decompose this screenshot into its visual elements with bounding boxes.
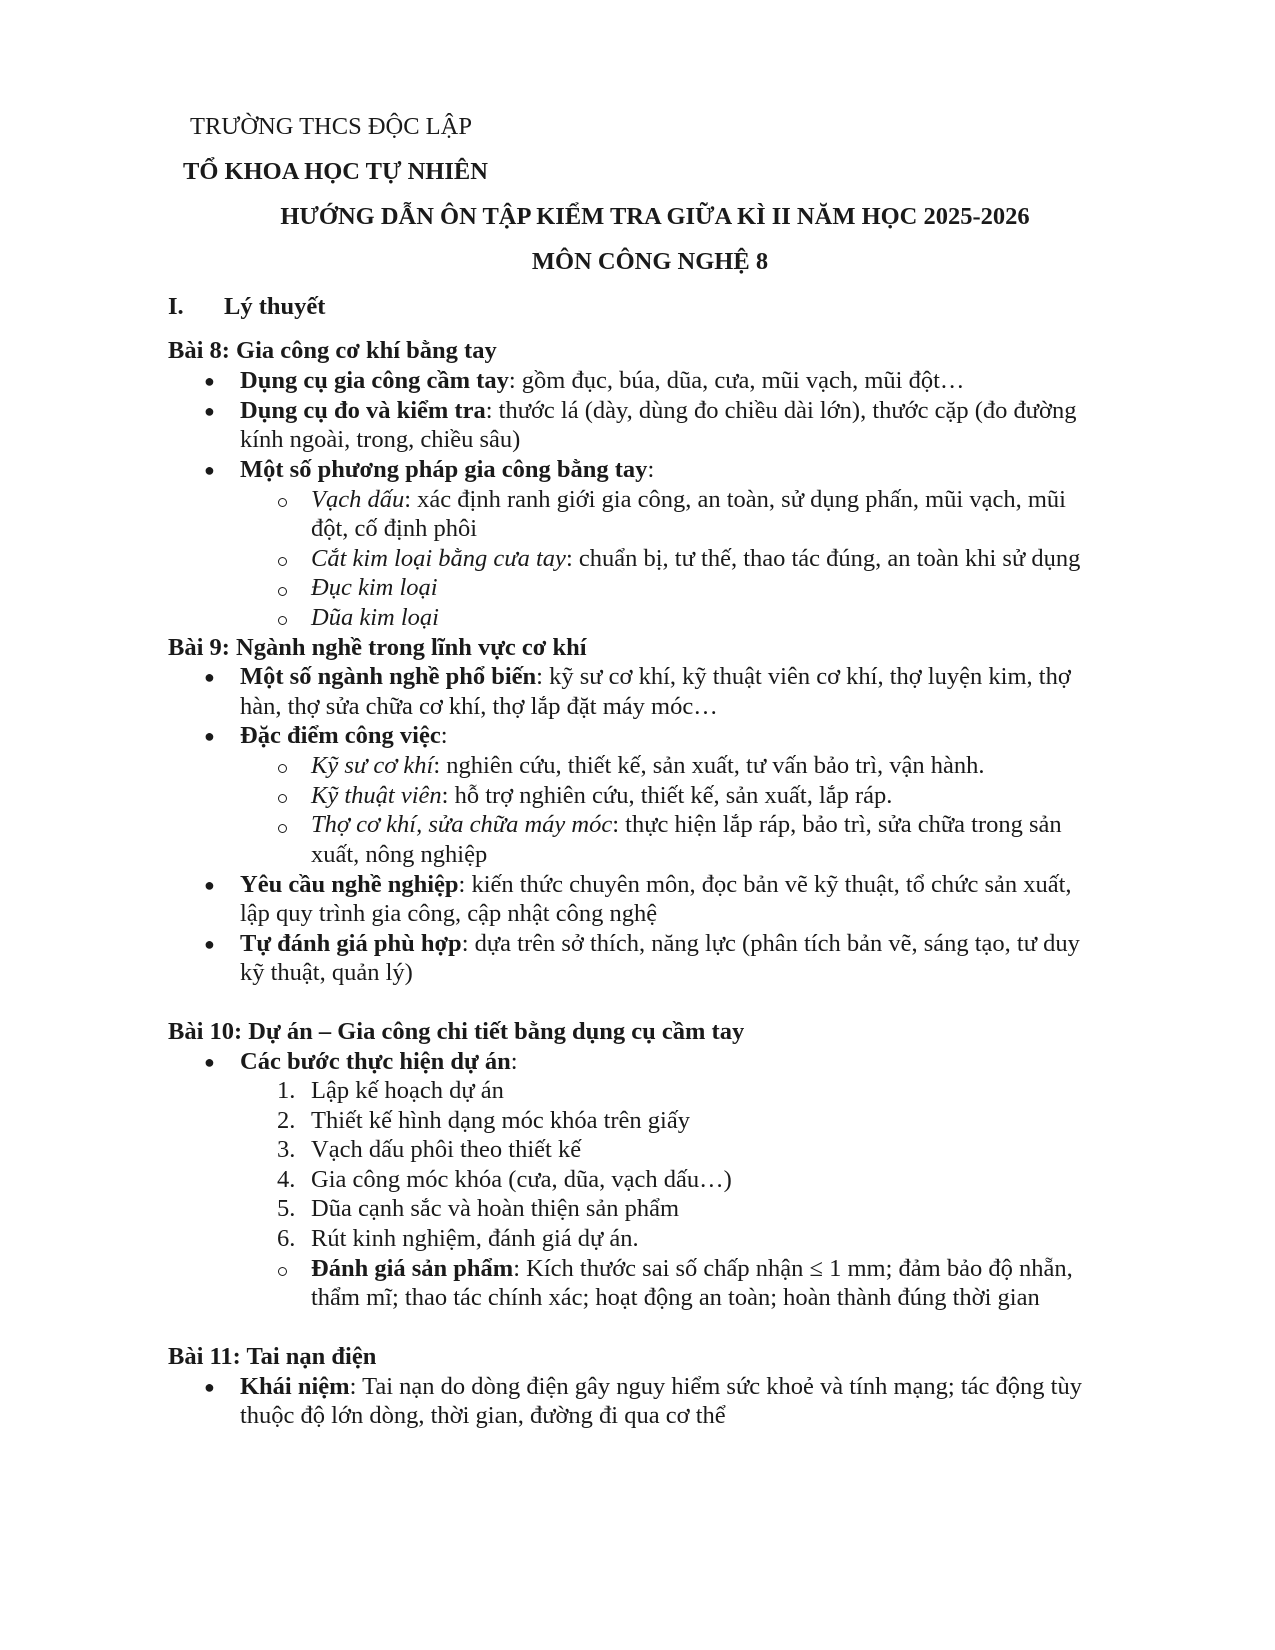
term: Vạch dấu (311, 486, 405, 513)
sub-list-item (311, 485, 1066, 515)
sub-list-item: Dũa kim loại (311, 604, 439, 631)
lesson-9-heading: Bài 9: Ngành nghề trong lĩnh vực cơ khí (168, 634, 587, 661)
school-name: TRƯỜNG THCS ĐỘC LẬP (190, 113, 472, 140)
description-continued: thuộc độ lớn dòng, thời gian, đường đi qua cơ thể (240, 1402, 726, 1429)
description: : (440, 722, 448, 749)
sub-list-item: Đục kim loại (311, 574, 438, 601)
step-number: 2. (277, 1107, 296, 1134)
term: Dụng cụ gia công cầm tay (240, 367, 509, 394)
bullet-icon: ● (204, 1377, 215, 1397)
description-continued: lập quy trình gia công, cập nhật công nghệ (240, 900, 658, 927)
description: : xác định ranh giới gia công, an toàn, sử dụng phấn, mũi vạch, mũi (404, 486, 1066, 513)
circle-bullet-icon (278, 764, 287, 773)
list-item (240, 662, 1071, 692)
term: Đánh giá sản phẩm (311, 1255, 514, 1282)
bullet-icon: ● (204, 726, 215, 746)
lesson-8-heading: Bài 8: Gia công cơ khí bằng tay (168, 337, 497, 364)
bullet-icon: ● (204, 934, 215, 954)
description-continued: đột, cố định phôi (311, 515, 478, 542)
list-item (240, 1372, 1082, 1402)
term: Tự đánh giá phù hợp (240, 930, 462, 957)
description-continued: kỹ thuật, quản lý) (240, 959, 413, 986)
description: : gồm đục, búa, dũa, cưa, mũi vạch, mũi đột… (508, 367, 965, 394)
description: : Tai nạn do dòng điện gây nguy hiểm sức khoẻ và tính mạng; tác động tùy (349, 1373, 1082, 1400)
circle-bullet-icon (278, 587, 287, 596)
term: Một số phương pháp gia công bằng tay (240, 456, 648, 483)
document-title: HƯỚNG DẪN ÔN TẬP KIỂM TRA GIỮA KÌ II NĂM HỌC 2025-2026 (280, 203, 1030, 230)
bullet-icon: ● (204, 401, 215, 421)
description: : chuẩn bị, tư thế, thao tác đúng, an toàn khi sử dụng (565, 545, 1081, 572)
section-number: I. (168, 293, 184, 320)
step-text: Lập kế hoạch dự án (311, 1077, 504, 1104)
list-item (240, 455, 654, 485)
term: Khái niệm (240, 1373, 350, 1400)
term: Thợ cơ khí, sửa chữa máy móc (311, 811, 613, 838)
step-number: 6. (277, 1225, 296, 1252)
department-name: TỔ KHOA HỌC TỰ NHIÊN (183, 158, 488, 185)
step-text: Dũa cạnh sắc và hoàn thiện sản phẩm (311, 1195, 680, 1222)
step-number: 3. (277, 1136, 296, 1163)
step-text: Vạch dấu phôi theo thiết kế (311, 1136, 582, 1163)
circle-bullet-icon (278, 557, 287, 566)
term: Dụng cụ đo và kiểm tra (240, 397, 486, 424)
bullet-icon: ● (204, 371, 215, 391)
circle-bullet-icon (278, 794, 287, 803)
description-continued: thẩm mĩ; thao tác chính xác; hoạt động an toàn; hoàn thành đúng thời gian (311, 1284, 1040, 1311)
description-continued: kính ngoài, trong, chiều sâu) (240, 426, 521, 453)
description: : thực hiện lắp ráp, bảo trì, sửa chữa trong sản (612, 811, 1062, 838)
description: : (647, 456, 655, 483)
circle-bullet-icon (278, 498, 287, 507)
circle-bullet-icon (278, 824, 287, 833)
sub-list-item (311, 544, 1080, 574)
bullet-icon: ● (204, 667, 215, 687)
description: : Kích thước sai số chấp nhận ≤ 1 mm; đảm bảo độ nhẵn, (513, 1255, 1073, 1282)
circle-bullet-icon (278, 616, 287, 625)
list-item (240, 870, 1072, 900)
list-item (240, 1047, 518, 1077)
description: : kiến thức chuyên môn, đọc bản vẽ kỹ thuật, tổ chức sản xuất, (458, 871, 1072, 898)
sub-list-item (311, 751, 985, 781)
list-item (240, 366, 964, 396)
bullet-icon: ● (204, 875, 215, 895)
description: : dựa trên sở thích, năng lực (phân tích bản vẽ, sáng tạo, tư duy (461, 930, 1080, 957)
description: : kỹ sư cơ khí, kỹ thuật viên cơ khí, thợ luyện kim, thợ (536, 663, 1071, 690)
description-continued: xuất, nông nghiệp (311, 841, 488, 868)
step-number: 5. (277, 1195, 296, 1222)
bullet-icon: ● (204, 1052, 215, 1072)
term: Kỹ sư cơ khí (311, 752, 434, 779)
term: Các bước thực hiện dự án (240, 1048, 511, 1075)
description-continued: hàn, thợ sửa chữa cơ khí, thợ lắp đặt máy móc… (240, 693, 718, 720)
description: : thước lá (dày, dùng đo chiều dài lớn), thước cặp (đo đường (485, 397, 1077, 424)
sub-list-item (311, 810, 1062, 840)
bullet-icon: ● (204, 460, 215, 480)
step-number: 4. (277, 1166, 296, 1193)
term: Kỹ thuật viên (311, 782, 442, 809)
list-item (240, 929, 1080, 959)
step-text: Gia công móc khóa (cưa, dũa, vạch dấu…) (311, 1166, 732, 1193)
lesson-10-heading: Bài 10: Dự án – Gia công chi tiết bằng dụng cụ cầm tay (168, 1018, 745, 1045)
list-item (240, 721, 448, 751)
description: : (510, 1048, 518, 1075)
subject-title: MÔN CÔNG NGHỆ 8 (531, 248, 769, 275)
lesson-11-heading: Bài 11: Tai nạn điện (168, 1343, 377, 1370)
sub-list-item (311, 781, 892, 811)
sub-list-item (311, 1254, 1073, 1284)
step-text: Rút kinh nghiệm, đánh giá dự án. (311, 1225, 639, 1252)
description: : nghiên cứu, thiết kế, sản xuất, tư vấn bảo trì, vận hành. (433, 752, 985, 779)
term: Đặc điểm công việc (240, 722, 441, 749)
term: Cắt kim loại bằng cưa tay (311, 545, 566, 572)
circle-bullet-icon (278, 1267, 287, 1276)
step-text: Thiết kế hình dạng móc khóa trên giấy (311, 1107, 690, 1134)
section-title: Lý thuyết (224, 293, 326, 320)
term: Một số ngành nghề phổ biến (240, 663, 537, 690)
step-number: 1. (277, 1077, 296, 1104)
description: : hỗ trợ nghiên cứu, thiết kế, sản xuất, lắp ráp. (441, 782, 893, 809)
list-item (240, 396, 1077, 426)
term: Yêu cầu nghề nghiệp (240, 871, 459, 898)
